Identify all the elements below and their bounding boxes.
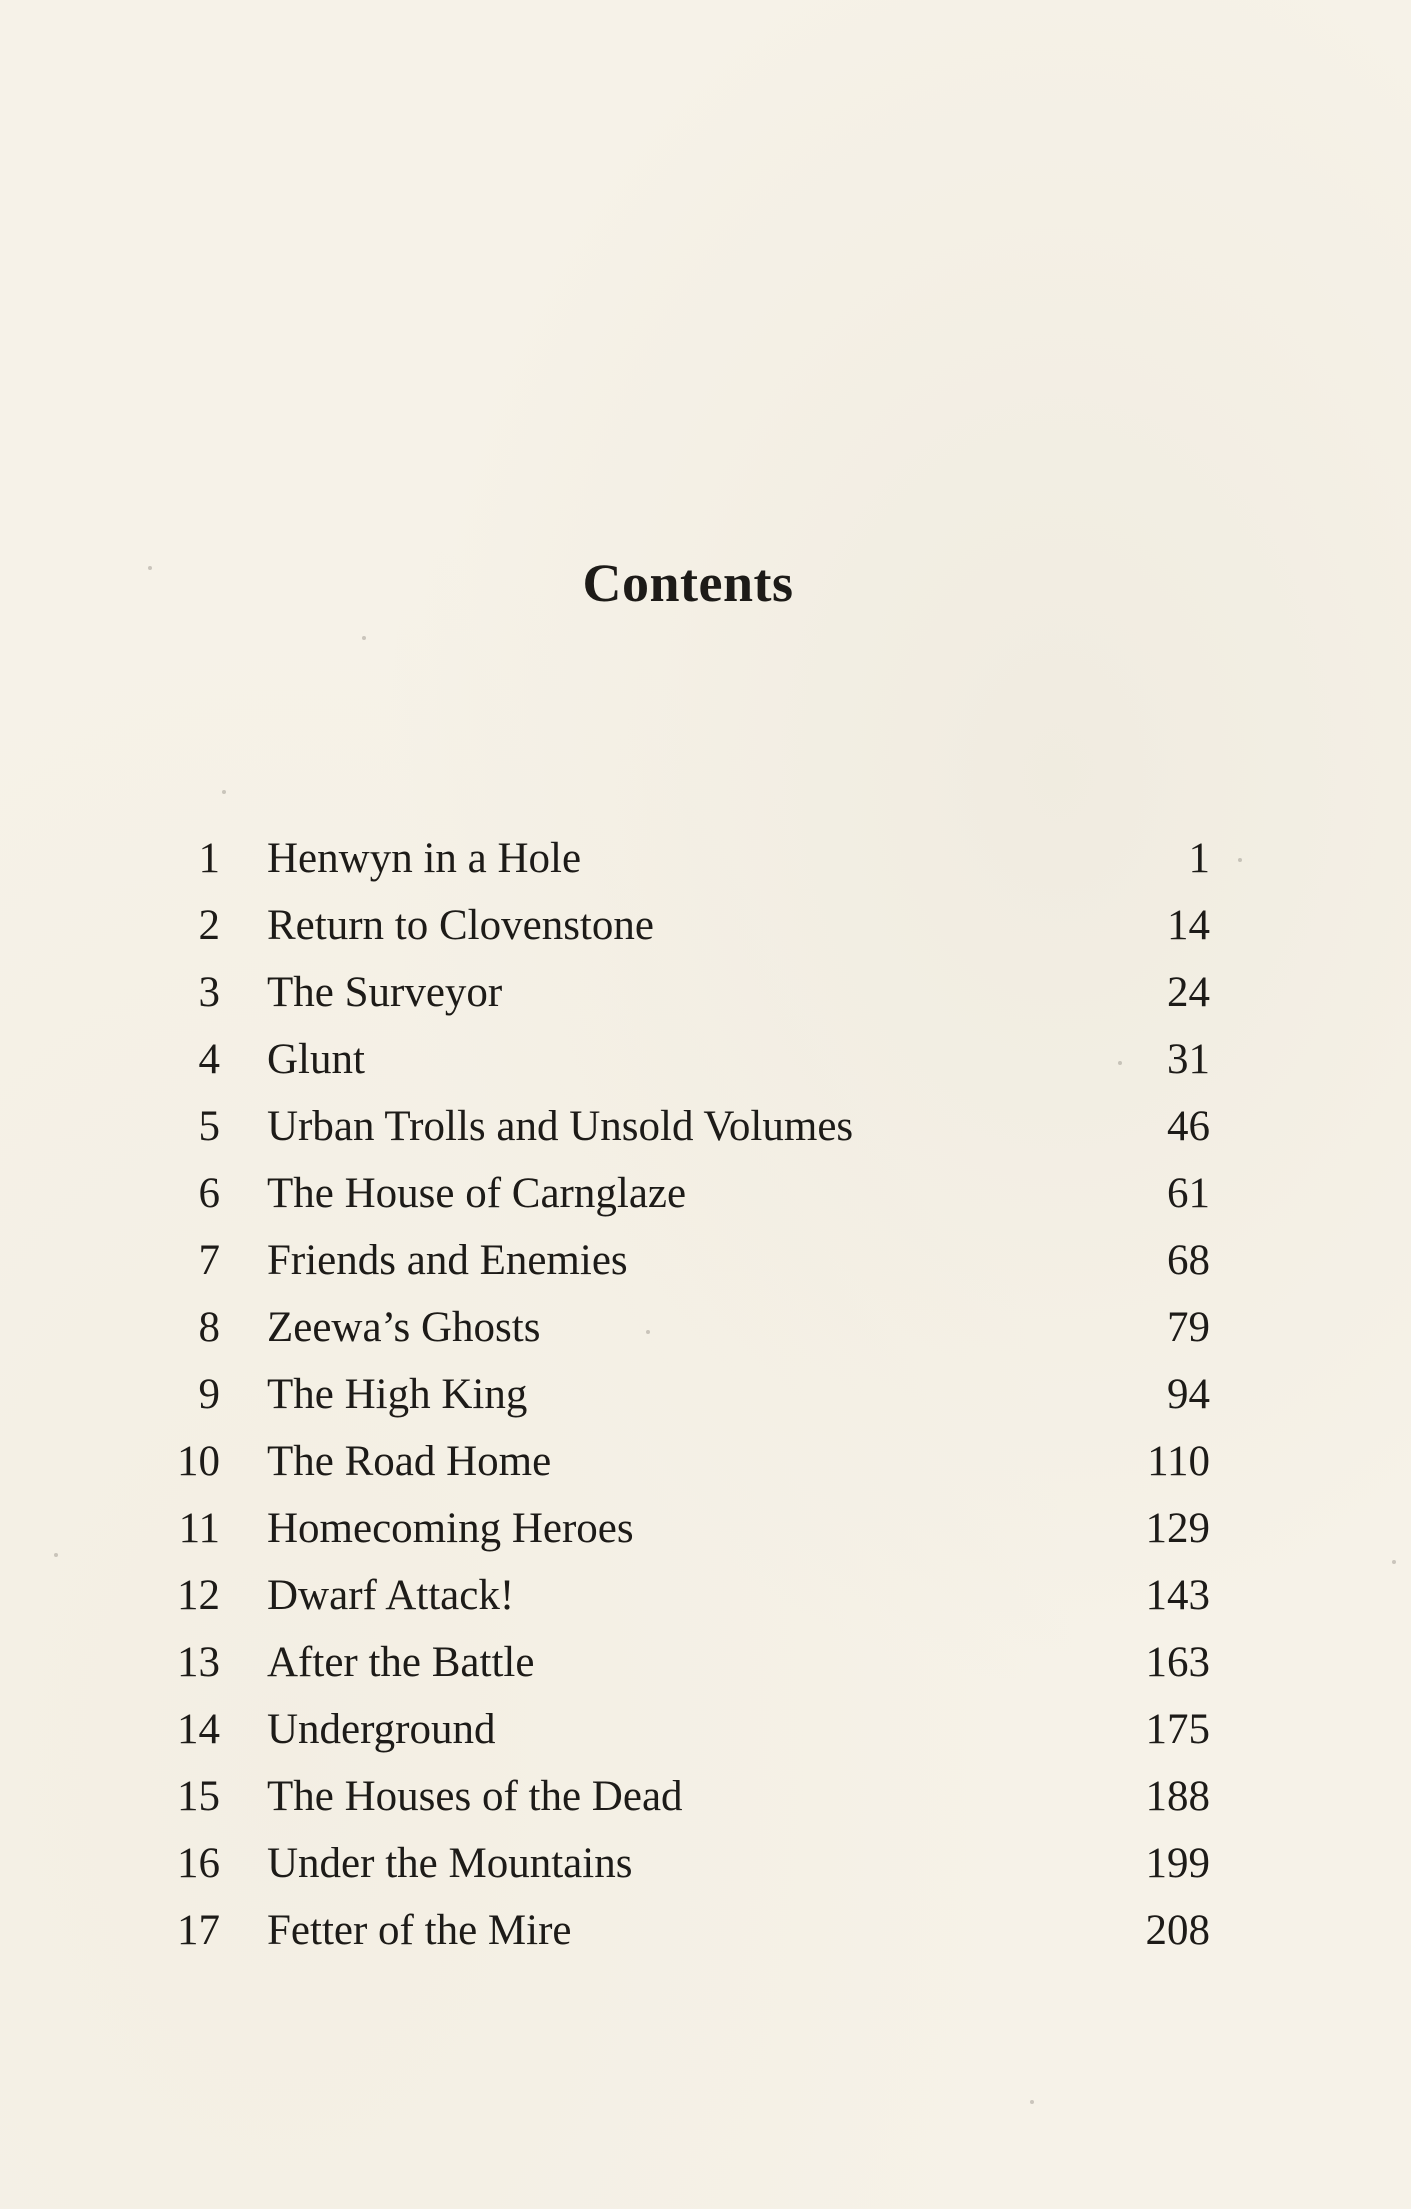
- chapter-number: 3: [198, 969, 220, 1016]
- page-title: Contents: [582, 553, 794, 613]
- chapter-number: 17: [177, 1907, 220, 1954]
- toc-entry: [0, 1031, 1411, 1098]
- chapter-title: Under the Mountains: [267, 1840, 633, 1887]
- chapter-page-number: 163: [1145, 1639, 1210, 1686]
- toc-entry: [0, 964, 1411, 1031]
- toc-entry: [0, 1098, 1411, 1165]
- toc-entry: [0, 1299, 1411, 1366]
- toc-entry: [0, 897, 1411, 964]
- chapter-number: 9: [198, 1371, 220, 1418]
- chapter-title: The Road Home: [267, 1438, 552, 1485]
- chapter-number: 13: [177, 1639, 220, 1686]
- chapter-title: The High King: [267, 1371, 528, 1418]
- chapter-number: 16: [177, 1840, 220, 1887]
- chapter-title: After the Battle: [267, 1639, 535, 1686]
- chapter-number: 10: [177, 1438, 220, 1485]
- chapter-number: 2: [198, 902, 220, 949]
- toc-entry: [0, 1835, 1411, 1902]
- chapter-page-number: 188: [1145, 1773, 1210, 1820]
- paper-speck: [222, 790, 226, 794]
- chapter-page-number: 94: [1167, 1371, 1210, 1418]
- toc-entry: [0, 830, 1411, 897]
- toc-entry: [0, 1768, 1411, 1835]
- chapter-number: 12: [177, 1572, 220, 1619]
- chapter-number: 4: [198, 1036, 220, 1083]
- toc-entry: [0, 1366, 1411, 1433]
- chapter-page-number: 1: [1188, 835, 1210, 882]
- chapter-number: 1: [198, 835, 220, 882]
- chapter-page-number: 129: [1145, 1505, 1210, 1552]
- chapter-page-number: 46: [1167, 1103, 1210, 1150]
- chapter-title: Fetter of the Mire: [267, 1907, 572, 1954]
- chapter-number: 14: [177, 1706, 220, 1753]
- chapter-title: Zeewa’s Ghosts: [267, 1304, 541, 1351]
- paper-speck: [362, 636, 366, 640]
- chapter-title: The Houses of the Dead: [267, 1773, 683, 1820]
- toc-entry: [0, 1232, 1411, 1299]
- chapter-page-number: 31: [1167, 1036, 1210, 1083]
- chapter-number: 5: [198, 1103, 220, 1150]
- chapter-title: Underground: [267, 1706, 496, 1753]
- chapter-title: The House of Carnglaze: [267, 1170, 687, 1217]
- toc-entry: [0, 1433, 1411, 1500]
- table-of-contents: [0, 830, 1411, 1969]
- chapter-title: Return to Clovenstone: [267, 902, 654, 949]
- chapter-title: Glunt: [267, 1036, 365, 1083]
- chapter-number: 6: [198, 1170, 220, 1217]
- toc-entry: [0, 1634, 1411, 1701]
- chapter-title: Urban Trolls and Unsold Volumes: [267, 1103, 854, 1150]
- chapter-page-number: 79: [1167, 1304, 1210, 1351]
- chapter-page-number: 175: [1145, 1706, 1210, 1753]
- chapter-page-number: 143: [1145, 1572, 1210, 1619]
- chapter-title: Friends and Enemies: [267, 1237, 628, 1284]
- chapter-title: Dwarf Attack!: [267, 1572, 515, 1619]
- toc-entry: [0, 1165, 1411, 1232]
- chapter-page-number: 61: [1167, 1170, 1210, 1217]
- paper-speck: [1030, 2100, 1034, 2104]
- toc-entry: [0, 1701, 1411, 1768]
- chapter-number: 15: [177, 1773, 220, 1820]
- toc-entry: [0, 1500, 1411, 1567]
- chapter-page-number: 14: [1167, 902, 1210, 949]
- chapter-number: 11: [178, 1505, 220, 1552]
- chapter-page-number: 110: [1147, 1438, 1210, 1485]
- chapter-page-number: 208: [1145, 1907, 1210, 1954]
- chapter-number: 7: [198, 1237, 220, 1284]
- chapter-number: 8: [198, 1304, 220, 1351]
- chapter-page-number: 24: [1167, 969, 1210, 1016]
- chapter-title: Homecoming Heroes: [267, 1505, 634, 1552]
- chapter-title: Henwyn in a Hole: [267, 835, 582, 882]
- toc-entry: [0, 1567, 1411, 1634]
- toc-entry: [0, 1902, 1411, 1969]
- chapter-title: The Surveyor: [267, 969, 503, 1016]
- chapter-page-number: 199: [1145, 1840, 1210, 1887]
- chapter-page-number: 68: [1167, 1237, 1210, 1284]
